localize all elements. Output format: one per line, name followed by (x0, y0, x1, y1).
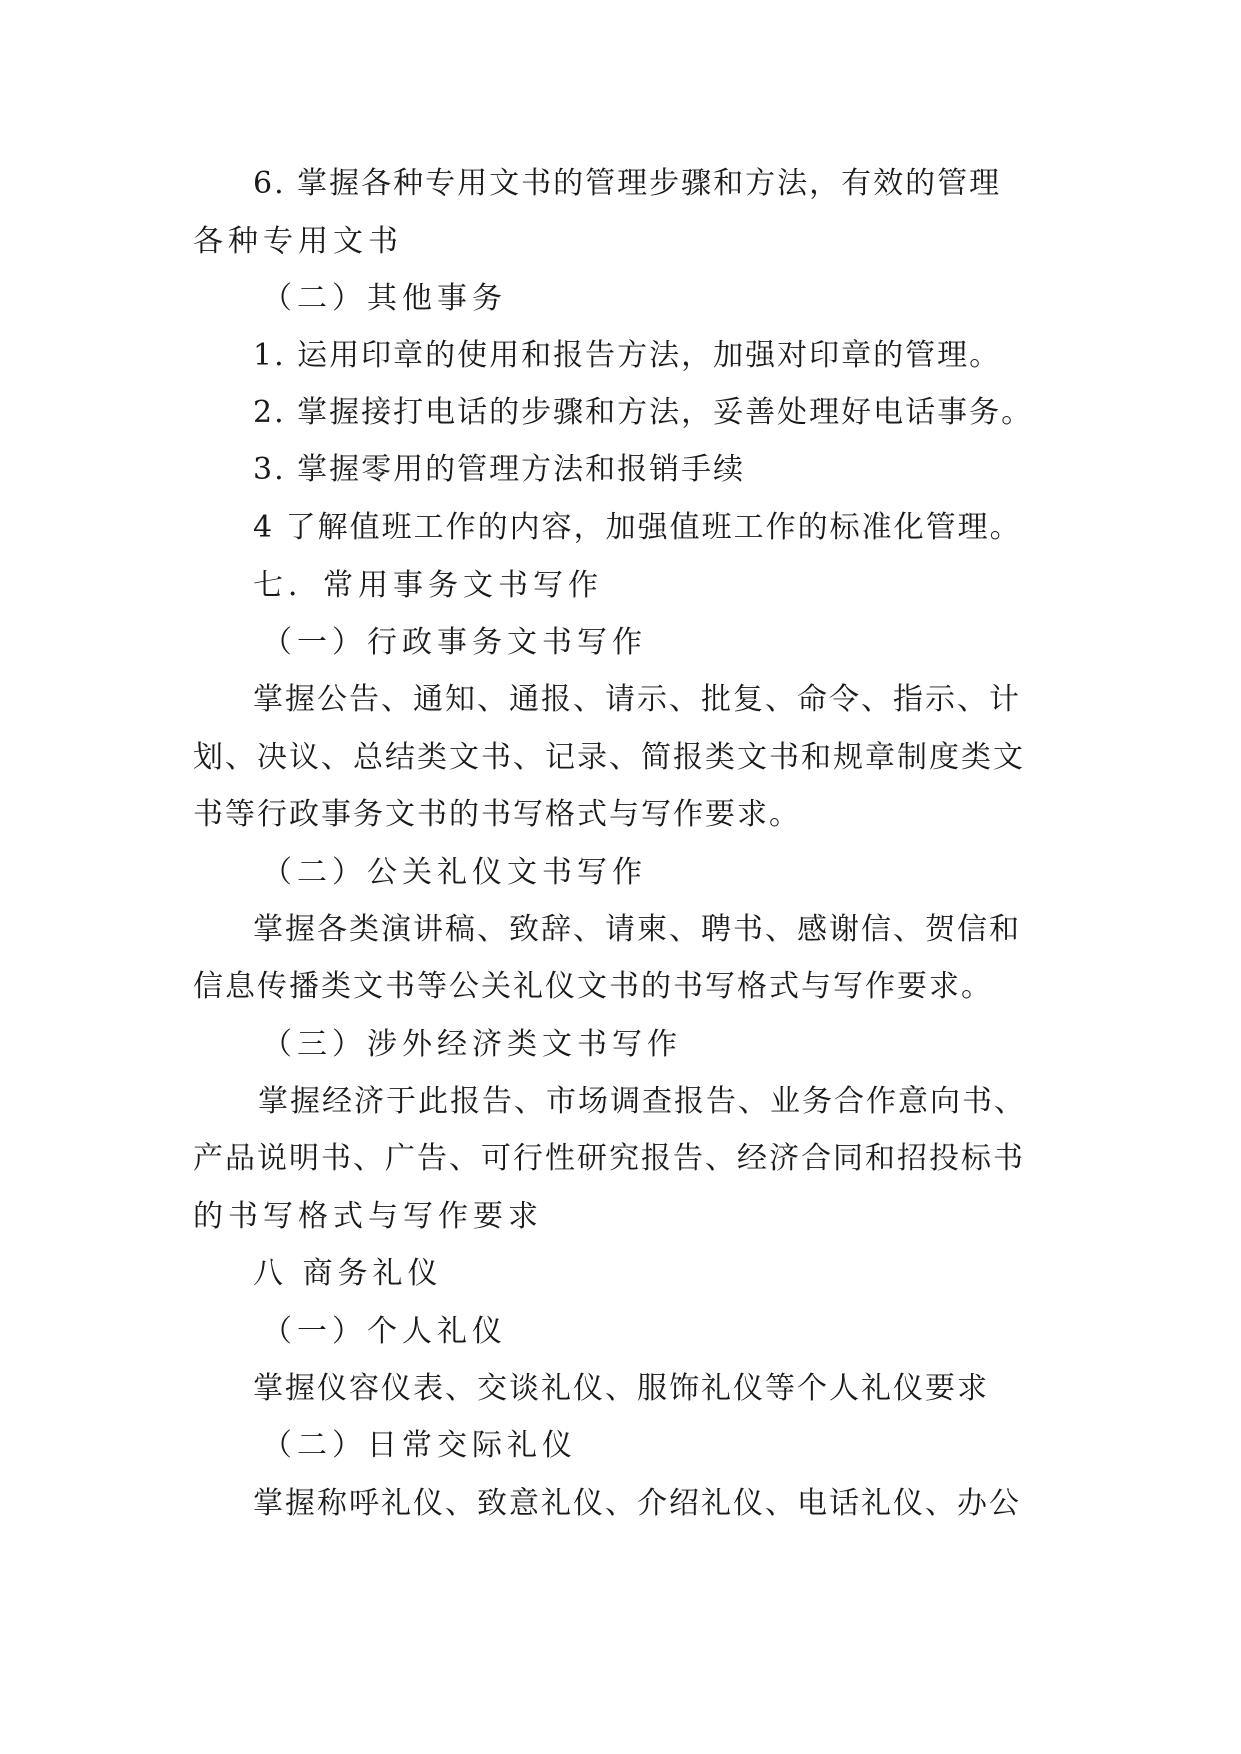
text-line: 各种专用文书 (193, 224, 403, 259)
text-line: 信息传播类文书等公关礼仪文书的书写格式与写作要求。 (193, 969, 993, 1004)
list-item: 2. 掌握接打电话的步骤和方法，妥善处理好电话事务。 (253, 395, 1034, 430)
section-heading: （二）日常交际礼仪 (262, 1428, 577, 1463)
text-line: 划、决议、总结类文书、记录、简报类文书和规章制度类文 (193, 740, 1025, 775)
section-heading: （三）涉外经济类文书写作 (262, 1027, 682, 1062)
text-line: 掌握公告、通知、通报、请示、批复、命令、指示、计 (253, 682, 1021, 717)
text-line: 产品说明书、广告、可行性研究报告、经济合同和招投标书 (193, 1141, 1025, 1176)
text-line: 掌握称呼礼仪、致意礼仪、介绍礼仪、电话礼仪、办公 (253, 1486, 1021, 1521)
list-item: 3. 掌握零用的管理方法和报销手续 (253, 452, 746, 487)
section-heading: （二）公关礼仪文书写作 (262, 855, 647, 890)
list-item: 4 了解值班工作的内容，加强值班工作的标准化管理。 (253, 510, 1022, 545)
text-line: 掌握经济于此报告、市场调查报告、业务合作意向书、 (258, 1084, 1026, 1119)
list-item: 1. 运用印章的使用和报告方法，加强对印章的管理。 (253, 338, 1002, 373)
text-line: 掌握仪容仪表、交谈礼仪、服饰礼仪等个人礼仪要求 (253, 1371, 989, 1406)
section-heading: （一）行政事务文书写作 (262, 625, 647, 660)
text-line: 6. 掌握各种专用文书的管理步骤和方法，有效的管理 (253, 166, 1002, 201)
chapter-heading: 七．常用事务文书写作 (253, 568, 603, 603)
chapter-heading: 八 商务礼仪 (253, 1256, 443, 1291)
text-line: 掌握各类演讲稿、致辞、请柬、聘书、感谢信、贺信和 (253, 912, 1021, 947)
text-line: 书等行政事务文书的书写格式与写作要求。 (193, 797, 801, 832)
section-heading: （二）其他事务 (262, 281, 507, 316)
text-line: 的书写格式与写作要求 (193, 1199, 543, 1234)
section-heading: （一）个人礼仪 (262, 1314, 507, 1349)
